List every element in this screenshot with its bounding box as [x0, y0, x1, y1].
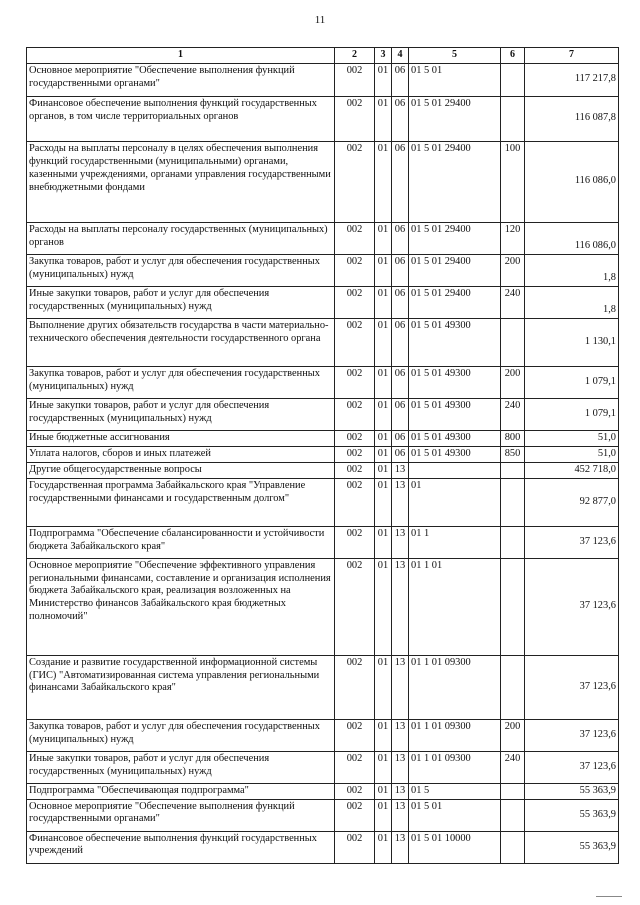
row-amount: 37 123,6	[525, 526, 619, 558]
row-amount: 37 123,6	[525, 751, 619, 783]
row-expense-type: 200	[501, 719, 525, 751]
table-row	[27, 831, 619, 863]
table-row	[27, 655, 619, 719]
row-amount: 1,8	[525, 254, 619, 286]
row-subsection: 13	[392, 719, 409, 751]
row-subsection: 13	[392, 655, 409, 719]
row-subsection: 06	[392, 222, 409, 254]
header-cell: 6	[501, 48, 525, 64]
row-section: 01	[375, 462, 392, 478]
row-amount: 116 086,0	[525, 141, 619, 222]
row-section: 01	[375, 141, 392, 222]
row-admin-code: 002	[335, 318, 375, 366]
header-cell: 5	[409, 48, 501, 64]
row-name: Расходы на выплаты персоналу в целях обеспечения выполнения функций государственными (муниципальными) органами, казенными учреждениями, органами управления государственными внебюджетными фондами	[27, 141, 335, 222]
row-admin-code: 002	[335, 783, 375, 799]
row-expense-type	[501, 783, 525, 799]
row-expense-type	[501, 462, 525, 478]
row-name: Создание и развитие государственной информационной системы (ГИС) "Автоматизированная система управления региональными финансами Забайкальского края"	[27, 655, 335, 719]
row-subsection: 06	[392, 398, 409, 430]
row-target-code: 01 5 01	[409, 799, 501, 831]
row-admin-code: 002	[335, 751, 375, 783]
row-admin-code: 002	[335, 222, 375, 254]
row-amount: 116 087,8	[525, 96, 619, 141]
row-section: 01	[375, 222, 392, 254]
row-subsection: 13	[392, 831, 409, 863]
row-target-code: 01 5 01	[409, 63, 501, 96]
table-row	[27, 783, 619, 799]
row-target-code: 01	[409, 478, 501, 526]
row-target-code: 01 1 01 09300	[409, 751, 501, 783]
row-name: Финансовое обеспечение выполнения функций государственных учреждений	[27, 831, 335, 863]
row-expense-type	[501, 526, 525, 558]
row-target-code: 01 5 01 29400	[409, 96, 501, 141]
row-target-code	[409, 462, 501, 478]
table-row	[27, 558, 619, 655]
row-target-code: 01 1 01	[409, 558, 501, 655]
row-amount: 37 123,6	[525, 719, 619, 751]
header-row	[27, 48, 619, 64]
row-amount: 1 079,1	[525, 398, 619, 430]
table-row	[27, 222, 619, 254]
row-subsection: 13	[392, 558, 409, 655]
table-row	[27, 254, 619, 286]
row-target-code: 01 5 01 49300	[409, 398, 501, 430]
table-row	[27, 430, 619, 446]
row-section: 01	[375, 286, 392, 318]
row-amount: 1 130,1	[525, 318, 619, 366]
row-subsection: 13	[392, 751, 409, 783]
row-expense-type	[501, 478, 525, 526]
row-subsection: 13	[392, 462, 409, 478]
row-admin-code: 002	[335, 286, 375, 318]
header-cell: 7	[525, 48, 619, 64]
row-amount: 37 123,6	[525, 558, 619, 655]
row-expense-type: 240	[501, 398, 525, 430]
row-name: Уплата налогов, сборов и иных платежей	[27, 446, 335, 462]
row-section: 01	[375, 831, 392, 863]
row-name: Выполнение других обязательств государства в части материально-технического обеспечения деятельности государственного органа	[27, 318, 335, 366]
row-subsection: 06	[392, 366, 409, 398]
row-subsection: 06	[392, 446, 409, 462]
row-section: 01	[375, 63, 392, 96]
row-admin-code: 002	[335, 526, 375, 558]
row-admin-code: 002	[335, 141, 375, 222]
row-name: Закупка товаров, работ и услуг для обеспечения государственных (муниципальных) нужд	[27, 719, 335, 751]
table-row	[27, 462, 619, 478]
header-cell: 4	[392, 48, 409, 64]
row-name: Подпрограмма "Обеспечивающая подпрограмма"	[27, 783, 335, 799]
row-subsection: 06	[392, 141, 409, 222]
table-row	[27, 719, 619, 751]
row-target-code: 01 5 01 29400	[409, 141, 501, 222]
table-row	[27, 799, 619, 831]
row-section: 01	[375, 430, 392, 446]
row-admin-code: 002	[335, 63, 375, 96]
budget-table	[26, 47, 619, 864]
row-section: 01	[375, 799, 392, 831]
row-admin-code: 002	[335, 254, 375, 286]
row-section: 01	[375, 254, 392, 286]
table-row	[27, 286, 619, 318]
row-expense-type: 850	[501, 446, 525, 462]
row-subsection: 13	[392, 526, 409, 558]
row-name: Основное мероприятие "Обеспечение выполнения функций государственными органами"	[27, 63, 335, 96]
row-amount: 51,0	[525, 446, 619, 462]
row-name: Другие общегосударственные вопросы	[27, 462, 335, 478]
row-name: Закупка товаров, работ и услуг для обеспечения государственных (муниципальных) нужд	[27, 254, 335, 286]
row-expense-type: 800	[501, 430, 525, 446]
row-section: 01	[375, 398, 392, 430]
row-subsection: 06	[392, 254, 409, 286]
row-name: Иные закупки товаров, работ и услуг для обеспечения государственных (муниципальных) нужд	[27, 398, 335, 430]
row-amount: 37 123,6	[525, 655, 619, 719]
row-target-code: 01 5 01 49300	[409, 366, 501, 398]
row-section: 01	[375, 318, 392, 366]
row-expense-type: 100	[501, 141, 525, 222]
row-admin-code: 002	[335, 478, 375, 526]
row-name: Государственная программа Забайкальского края "Управление государственными финансами и государственным долгом"	[27, 478, 335, 526]
row-subsection: 06	[392, 96, 409, 141]
row-amount: 1 079,1	[525, 366, 619, 398]
row-amount: 51,0	[525, 430, 619, 446]
row-name: Расходы на выплаты персоналу государственных (муниципальных) органов	[27, 222, 335, 254]
row-section: 01	[375, 366, 392, 398]
row-name: Подпрограмма "Обеспечение сбалансированности и устойчивости бюджета Забайкальского края"	[27, 526, 335, 558]
row-expense-type: 120	[501, 222, 525, 254]
row-section: 01	[375, 751, 392, 783]
row-admin-code: 002	[335, 831, 375, 863]
row-target-code: 01 1 01 09300	[409, 655, 501, 719]
row-admin-code: 002	[335, 799, 375, 831]
row-amount: 116 086,0	[525, 222, 619, 254]
row-subsection: 06	[392, 318, 409, 366]
row-name: Основное мероприятие "Обеспечение выполнения функций государственными органами"	[27, 799, 335, 831]
page-number: 11	[314, 14, 326, 26]
row-amount: 55 363,9	[525, 799, 619, 831]
row-expense-type	[501, 96, 525, 141]
table-row	[27, 398, 619, 430]
row-amount: 452 718,0	[525, 462, 619, 478]
row-name: Иные закупки товаров, работ и услуг для обеспечения государственных (муниципальных) нужд	[27, 286, 335, 318]
row-expense-type	[501, 63, 525, 96]
row-target-code: 01 5	[409, 783, 501, 799]
row-subsection: 06	[392, 430, 409, 446]
row-expense-type: 240	[501, 751, 525, 783]
row-admin-code: 002	[335, 446, 375, 462]
table-row	[27, 96, 619, 141]
row-section: 01	[375, 96, 392, 141]
row-expense-type	[501, 831, 525, 863]
row-admin-code: 002	[335, 430, 375, 446]
row-amount: 117 217,8	[525, 63, 619, 96]
row-amount: 55 363,9	[525, 831, 619, 863]
row-admin-code: 002	[335, 719, 375, 751]
row-amount: 55 363,9	[525, 783, 619, 799]
table-row	[27, 318, 619, 366]
row-section: 01	[375, 783, 392, 799]
row-name: Иные бюджетные ассигнования	[27, 430, 335, 446]
row-target-code: 01 5 01 49300	[409, 318, 501, 366]
row-target-code: 01 5 01 49300	[409, 430, 501, 446]
row-subsection: 06	[392, 286, 409, 318]
row-expense-type: 240	[501, 286, 525, 318]
row-expense-type	[501, 799, 525, 831]
row-section: 01	[375, 558, 392, 655]
row-target-code: 01 5 01 29400	[409, 222, 501, 254]
row-amount: 92 877,0	[525, 478, 619, 526]
row-expense-type	[501, 655, 525, 719]
header-cell: 2	[335, 48, 375, 64]
row-section: 01	[375, 526, 392, 558]
row-subsection: 06	[392, 63, 409, 96]
row-expense-type: 200	[501, 254, 525, 286]
row-section: 01	[375, 478, 392, 526]
row-expense-type	[501, 318, 525, 366]
scan-corner-line	[596, 896, 622, 897]
row-subsection: 13	[392, 799, 409, 831]
row-target-code: 01 5 01 29400	[409, 254, 501, 286]
header-cell: 1	[27, 48, 335, 64]
row-subsection: 13	[392, 783, 409, 799]
row-target-code: 01 5 01 29400	[409, 286, 501, 318]
row-admin-code: 002	[335, 96, 375, 141]
table-row	[27, 63, 619, 96]
row-name: Финансовое обеспечение выполнения функций государственных органов, в том числе территориальных органов	[27, 96, 335, 141]
table-row	[27, 751, 619, 783]
row-amount: 1,8	[525, 286, 619, 318]
row-admin-code: 002	[335, 398, 375, 430]
row-name: Закупка товаров, работ и услуг для обеспечения государственных (муниципальных) нужд	[27, 366, 335, 398]
header-cell: 3	[375, 48, 392, 64]
row-target-code: 01 5 01 10000	[409, 831, 501, 863]
table-row	[27, 141, 619, 222]
table-row	[27, 526, 619, 558]
row-admin-code: 002	[335, 366, 375, 398]
table-row	[27, 366, 619, 398]
row-section: 01	[375, 446, 392, 462]
row-admin-code: 002	[335, 558, 375, 655]
table-row	[27, 478, 619, 526]
row-name: Иные закупки товаров, работ и услуг для обеспечения государственных (муниципальных) нужд	[27, 751, 335, 783]
table-row	[27, 446, 619, 462]
row-target-code: 01 5 01 49300	[409, 446, 501, 462]
row-expense-type: 200	[501, 366, 525, 398]
row-name: Основное мероприятие "Обеспечение эффективного управления региональными финансами, составление и организация исполнения бюджета Забайкальского края, реализация возложенных на Министерство финансов Забайкальского края бюджетных полномочий"	[27, 558, 335, 655]
row-expense-type	[501, 558, 525, 655]
row-admin-code: 002	[335, 655, 375, 719]
row-admin-code: 002	[335, 462, 375, 478]
row-target-code: 01 1 01 09300	[409, 719, 501, 751]
row-section: 01	[375, 655, 392, 719]
row-subsection: 13	[392, 478, 409, 526]
row-target-code: 01 1	[409, 526, 501, 558]
row-section: 01	[375, 719, 392, 751]
